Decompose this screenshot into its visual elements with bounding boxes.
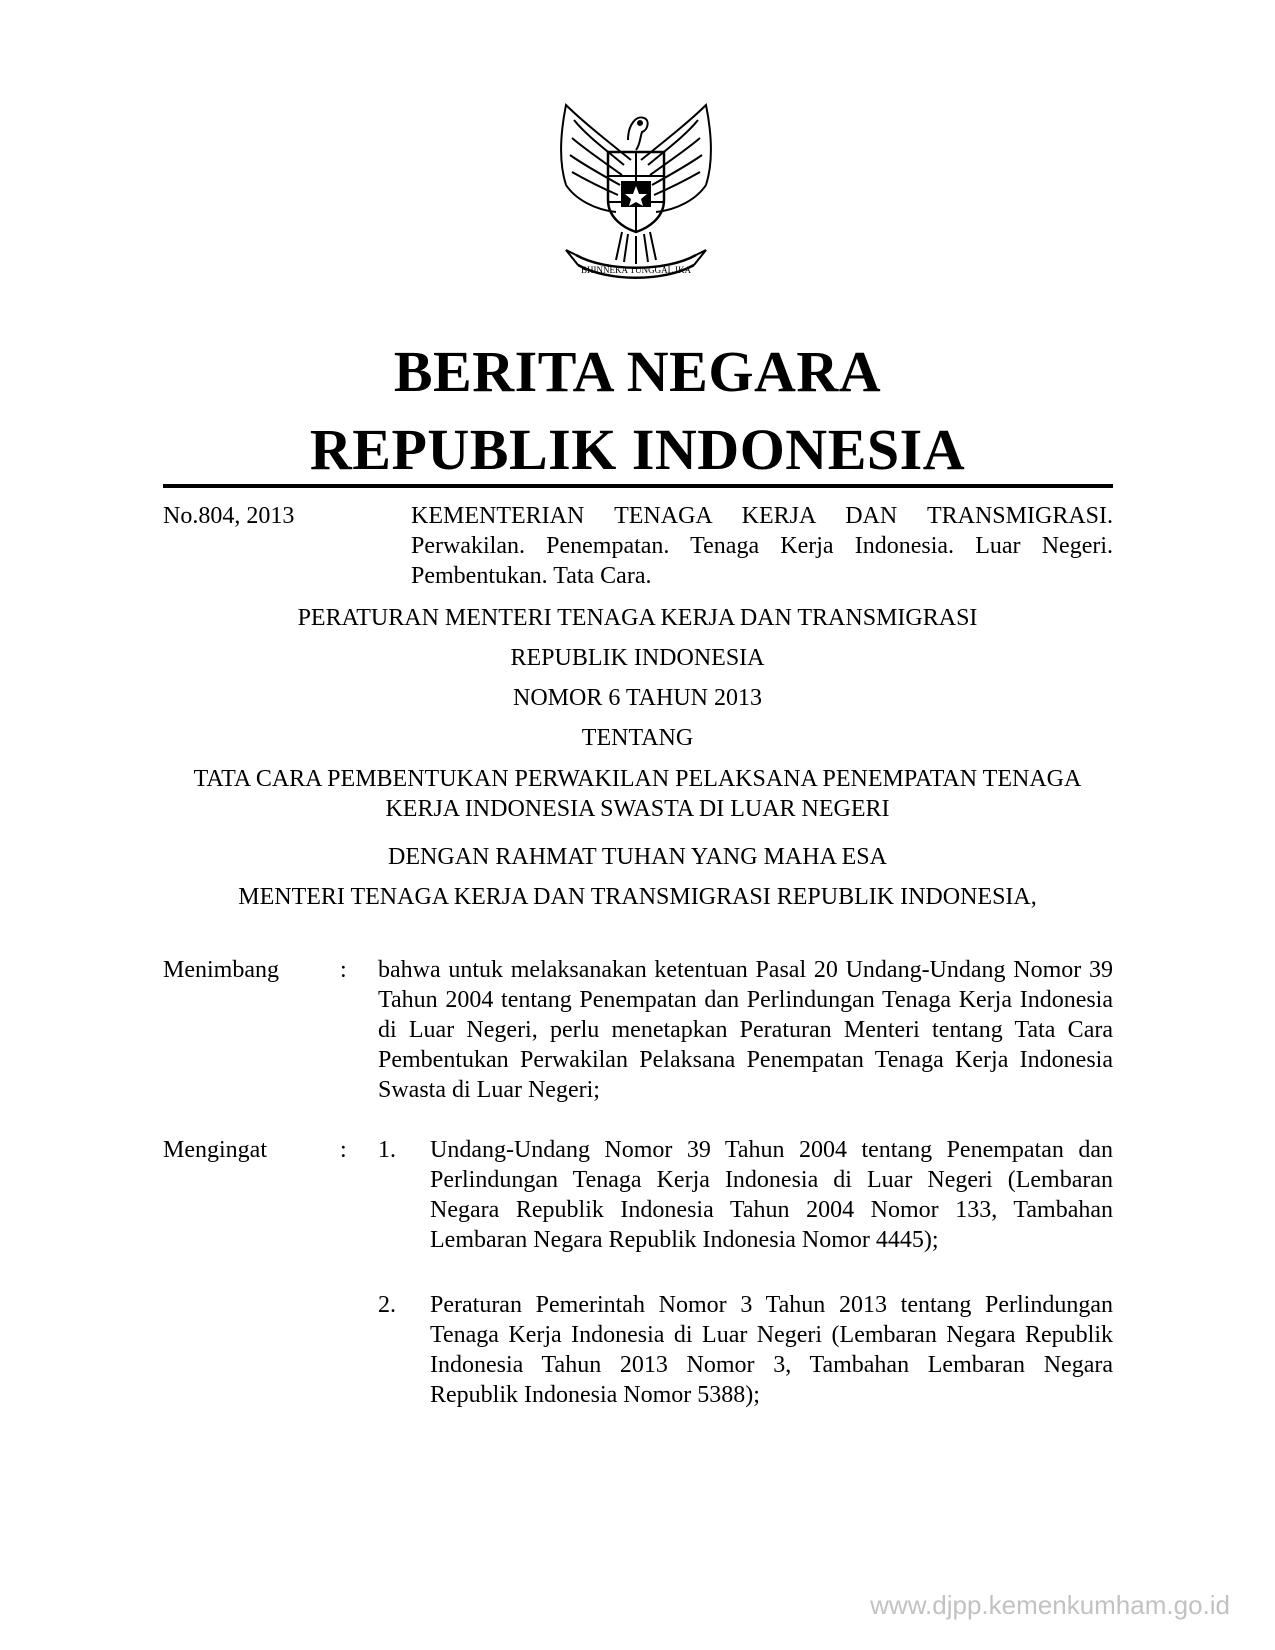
regulation-number: NOMOR 6 TAHUN 2013 [513, 685, 762, 711]
mengingat-label: Mengingat [163, 1137, 267, 1163]
mengingat-item-number: 2. [378, 1292, 396, 1318]
mengingat-item-text: Peraturan Pemerintah Nomor 3 Tahun 2013 tentang Perlindungan Tenaga Kerja Indonesia di Luar Negeri (Lembaran Negara Republik Indonesia Tahun 2013 Nomor 3, Tambahan Lembaran Negara Republik Indonesia Nomor 5388); [430, 1292, 1113, 1408]
mengingat-item-text: Undang-Undang Nomor 39 Tahun 2004 tentang Penempatan dan Perlindungan Tenaga Kerja Indonesia di Luar Negeri (Lembaran Negara Republik Indonesia Tahun 2004 Nomor 133, Tambahan Lembaran Negara Republik Indonesia Nomor 4445); [430, 1137, 1113, 1253]
menimbang-text: bahwa untuk melaksanakan ketentuan Pasal 20 Undang-Undang Nomor 39 Tahun 2004 tentang Penempatan dan Perlindungan Tenaga Kerja Indonesia di Luar Negeri, perlu menetapkan Peraturan Menteri tentang Tata Cara Pembentukan Perwakilan Pelaksana Penempatan Tenaga Kerja Indonesia Swasta di Luar Negeri; [378, 957, 1113, 1103]
garuda-emblem [536, 90, 736, 290]
regulation-blessing: DENGAN RAHMAT TUHAN YANG MAHA ESA [388, 844, 887, 870]
menimbang-label: Menimbang [163, 957, 279, 983]
regulation-issuer: MENTERI TENAGA KERJA DAN TRANSMIGRASI REPUBLIK INDONESIA, [238, 884, 1037, 910]
mengingat-item-number: 1. [378, 1137, 396, 1163]
publication-number: No.804, 2013 [163, 503, 295, 529]
source-watermark: www.djpp.kemenkumham.go.id [870, 1590, 1230, 1620]
masthead-divider [163, 484, 1113, 488]
emblem-motto-text: BHINNEKA TUNGGAL IKA [581, 265, 691, 275]
menimbang-colon: : [340, 957, 347, 983]
regulation-title-line2: REPUBLIK INDONESIA [510, 645, 765, 671]
regulation-about: TENTANG [581, 725, 694, 751]
publication-topic: KEMENTERIAN TENAGA KERJA DAN TRANSMIGRASI. Perwakilan. Penempatan. Tenaga Kerja Indonesia. Luar Negeri. Pembentukan. Tata Cara. [411, 503, 1113, 589]
regulation-title-line1: PERATURAN MENTERI TENAGA KERJA DAN TRANSMIGRASI [297, 605, 978, 631]
masthead-subtitle: REPUBLIK INDONESIA [309, 417, 966, 482]
mengingat-colon: : [340, 1137, 347, 1163]
masthead-title: BERITA NEGARA [393, 339, 882, 404]
regulation-subject: TATA CARA PEMBENTUKAN PERWAKILAN PELAKSANA PENEMPATAN TENAGA KERJA INDONESIA SWASTA DI LUAR NEGERI [193, 766, 1082, 822]
